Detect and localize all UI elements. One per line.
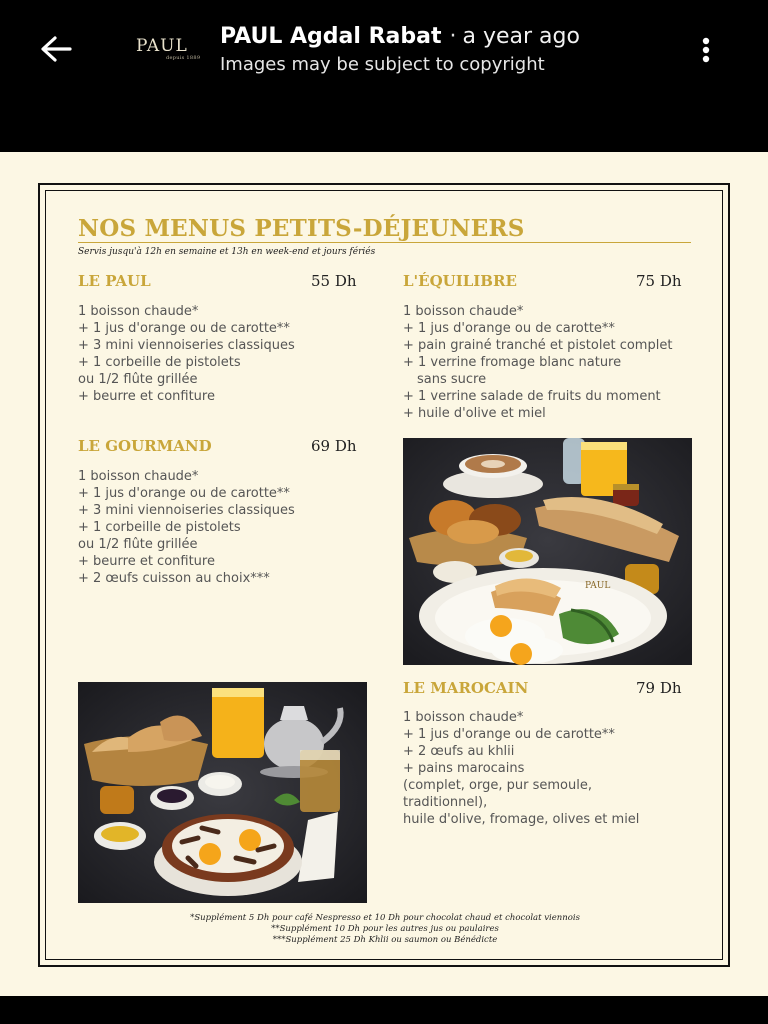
menu-price-le-paul: 55 Dh [311, 272, 357, 290]
menu-item: + 1 verrine fromage blanc nature [403, 355, 622, 370]
menu-item: + pain grainé tranché et pistolet complet [403, 338, 673, 353]
menu-item: + 1 jus d'orange ou de carotte** [403, 321, 615, 336]
logo-text: PAUL [136, 36, 188, 56]
plate-logo-text: PAUL [585, 581, 611, 591]
menu-item: + 1 jus d'orange ou de carotte** [403, 727, 615, 742]
menu-image[interactable] [0, 152, 768, 996]
menu-title: NOS MENUS PETITS-DÉJEUNERS [78, 215, 525, 242]
menu-item: + 3 mini viennoiseries classiques [78, 503, 295, 518]
menu-items-gourmand [78, 468, 295, 587]
menu-item: 1 boisson chaude* [78, 469, 199, 484]
menu-name-marocain: LE MAROCAIN [403, 679, 529, 697]
menu-price-gourmand: 69 Dh [311, 437, 357, 455]
served-hours: Servis jusqu'à 12h en semaine et 13h en week-end et jours fériés [78, 247, 376, 257]
back-button[interactable] [36, 30, 76, 70]
menu-item: + 1 jus d'orange ou de carotte** [78, 321, 290, 336]
menu-items-marocain [403, 709, 639, 828]
viewer-header [0, 0, 768, 152]
menu-item: + 1 jus d'orange ou de carotte** [78, 486, 290, 501]
menu-item: + huile d'olive et miel [403, 406, 546, 421]
bottom-bar [0, 996, 768, 1024]
menu-items-le-paul [78, 303, 295, 405]
equilibre-breakfast-photo [403, 438, 692, 665]
more-options-button[interactable] [692, 32, 720, 68]
menu-name-equilibre: L'ÉQUILIBRE [403, 272, 517, 290]
menu-item: + pains marocains [403, 761, 525, 776]
menu-item: + 3 mini viennoiseries classiques [78, 338, 295, 353]
arrow-left-icon [36, 30, 76, 70]
time-ago: a year ago [462, 24, 580, 49]
menu-item: 1 boisson chaude* [403, 710, 524, 725]
menu-item: (complet, orge, pur semoule, [403, 778, 592, 793]
logo-since: depuis 1889 [166, 55, 201, 61]
menu-item: + beurre et confiture [78, 389, 215, 404]
menu-item: traditionnel), [403, 795, 488, 810]
menu-item: ou 1/2 flûte grillée [78, 372, 198, 387]
place-name[interactable]: PAUL Agdal Rabat [220, 24, 442, 49]
menu-footnotes [150, 913, 620, 946]
menu-item: ou 1/2 flûte grillée [78, 537, 198, 552]
menu-price-marocain: 79 Dh [636, 679, 682, 697]
footnote: **Supplément 10 Dh pour les autres jus ou paulaires [271, 924, 499, 934]
menu-name-gourmand: LE GOURMAND [78, 437, 212, 455]
menu-item: + 2 œufs au khlii [403, 744, 515, 759]
menu-item: + beurre et confiture [78, 554, 215, 569]
footnote: ***Supplément 25 Dh Khlii ou saumon ou Bénédicte [272, 935, 498, 945]
header-title [220, 24, 580, 49]
menu-item: 1 boisson chaude* [403, 304, 524, 319]
menu-item: 1 boisson chaude* [78, 304, 199, 319]
menu-item: + 1 verrine salade de fruits du moment [403, 389, 661, 404]
menu-price-equilibre: 75 Dh [636, 272, 682, 290]
marocain-breakfast-photo [78, 682, 367, 903]
menu-item: + 1 corbeille de pistolets [78, 355, 241, 370]
menu-item: + 2 œufs cuisson au choix*** [78, 571, 270, 586]
more-vertical-icon [692, 32, 720, 68]
menu-item: huile d'olive, fromage, olives et miel [403, 812, 640, 827]
menu-name-le-paul: LE PAUL [78, 272, 151, 290]
menu-item: + 1 corbeille de pistolets [78, 520, 241, 535]
paul-logo [132, 30, 208, 66]
title-rule [78, 242, 691, 243]
menu-item: sans sucre [417, 372, 487, 387]
menu-items-equilibre [403, 303, 672, 422]
copyright-notice: Images may be subject to copyright [220, 54, 545, 75]
title-separator: · [449, 24, 457, 49]
footnote: *Supplément 5 Dh pour café Nespresso et 10 Dh pour chocolat chaud et chocolat viennois [190, 913, 580, 923]
